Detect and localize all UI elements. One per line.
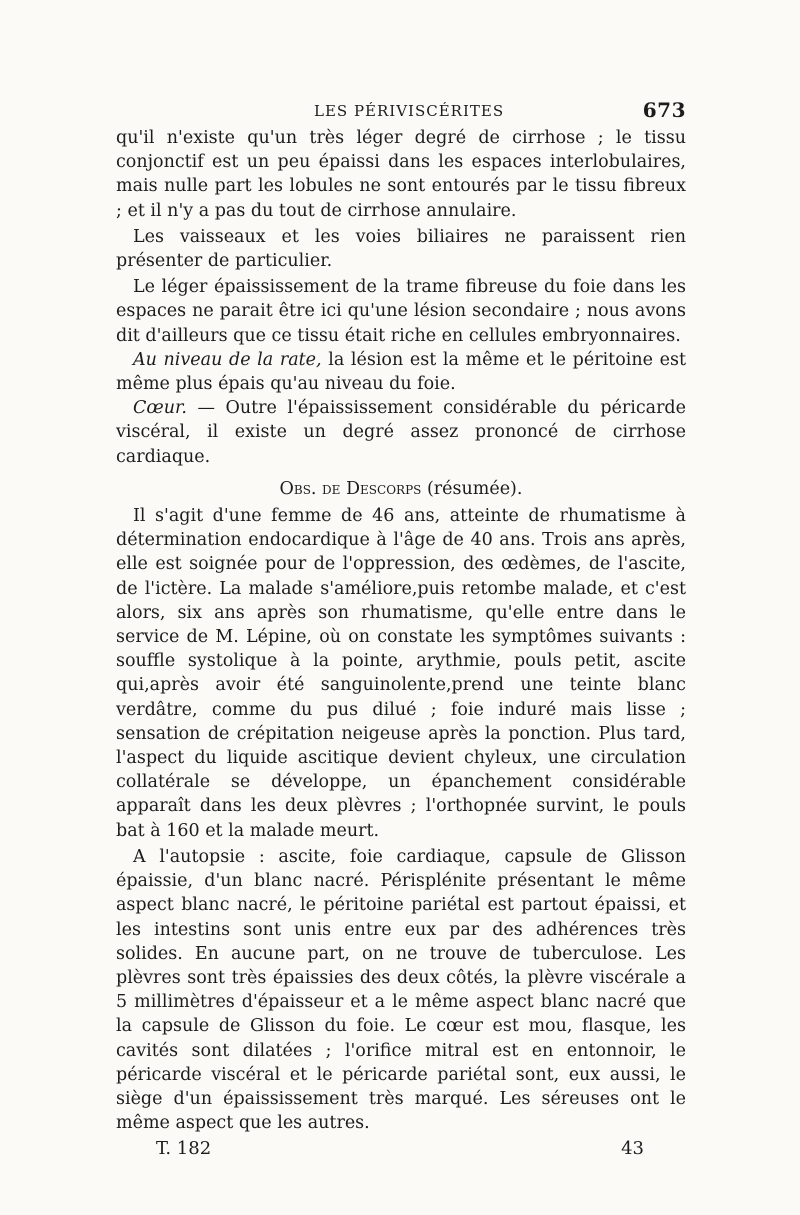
rate-heading: Au niveau de la rate,	[133, 349, 322, 370]
page-footer	[156, 1138, 644, 1166]
sheet-number: 43	[621, 1138, 644, 1159]
rate-text: la lésion est la même et le péritoine est même plus épais qu'au niveau du foie.	[116, 349, 686, 395]
paragraph-coeur	[116, 396, 686, 469]
paragraph-trame-fibreuse: Le léger épaississement de la trame fibreuse du foie dans les espaces ne parait être ici qu'une lésion secondaire ; nous avons dit d'ailleurs que ce tissu était riche en cellules embryonnaires.	[116, 277, 686, 346]
signature-mark: T. 182	[156, 1138, 212, 1159]
observation-title	[116, 477, 686, 501]
page-body	[116, 126, 686, 1135]
paragraph-vaisseaux: Les vaisseaux et les voies biliaires ne paraissent rien présenter de particulier.	[116, 226, 686, 272]
obs-label: Obs. de	[279, 478, 347, 499]
page-number: 673	[642, 98, 686, 122]
page-header	[116, 98, 686, 126]
paragraph-autopsie: A l'autopsie : ascite, foie cardiaque, capsule de Glisson épaissie, d'un blanc nacré. Périsplénite présentant le même aspect blanc nacré, le péritoine pariétal est partout épaissi, et les intestins sont unis entre eux par des adhérences très solides. En aucune part, on ne trouve de tuberculose. Les plèvres sont très épaissies des deux côtés, la plèvre viscérale a 5 millimètres d'épaisseur et a le même aspect blanc nacré que la capsule de Glisson du foie. Le cœur est mou, flasque, les cavités sont dilatées ; l'orifice mitral est en entonnoir, le péricarde viscéral et le péricarde pariétal sont, eux aussi, le siège d'un épaississement très marqué. Les séreuses ont le même aspect que les autres.	[116, 846, 686, 1134]
obs-suffix: (résumée).	[421, 478, 523, 499]
paragraph-rate	[116, 348, 686, 396]
coeur-text: — Outre l'épaississement considérable du péricarde viscéral, il existe un degré assez prononcé de cirrhose cardiaque.	[116, 398, 686, 467]
paragraph-case-history: Il s'agit d'une femme de 46 ans, atteinte de rhumatisme à détermination endocardique à l'âge de 40 ans. Trois ans après, elle est soignée pour de l'oppression, des œdèmes, de l'ascite, de l'ictère. La malade s'améliore,puis retombe malade, et c'est alors, six ans après son rhumatisme, qu'elle entre dans le service de M. Lépine, où on constate les symptômes suivants : souffle systolique à la pointe, arythmie, pouls petit, ascite qui,après avoir été sanguinolente,prend une teinte blanc verdâtre, comme du pus dilué ; foie induré mais lisse ; sensation de crépitation neigeuse après la ponction. Plus tard, l'aspect du liquide ascitique devient chyleux, une circulation collatérale se développe, un épanchement considérable apparaît dans les deux plèvres ; l'orthopnée survint, le pouls bat à 160 et la malade meurt.	[116, 506, 686, 841]
running-title: LES PÉRIVISCÉRITES	[314, 102, 505, 120]
obs-author: Descorps	[346, 478, 422, 499]
paragraph-cirrhose: qu'il n'existe qu'un très léger degré de cirrhose ; le tissu conjonctif est un peu épaissi dans les espaces interlobulaires, mais nulle part les lobules ne sont entourés par le tissu fibreux ; et il n'y a pas du tout de cirrhose annulaire.	[116, 128, 686, 221]
coeur-heading: Cœur.	[133, 398, 187, 419]
